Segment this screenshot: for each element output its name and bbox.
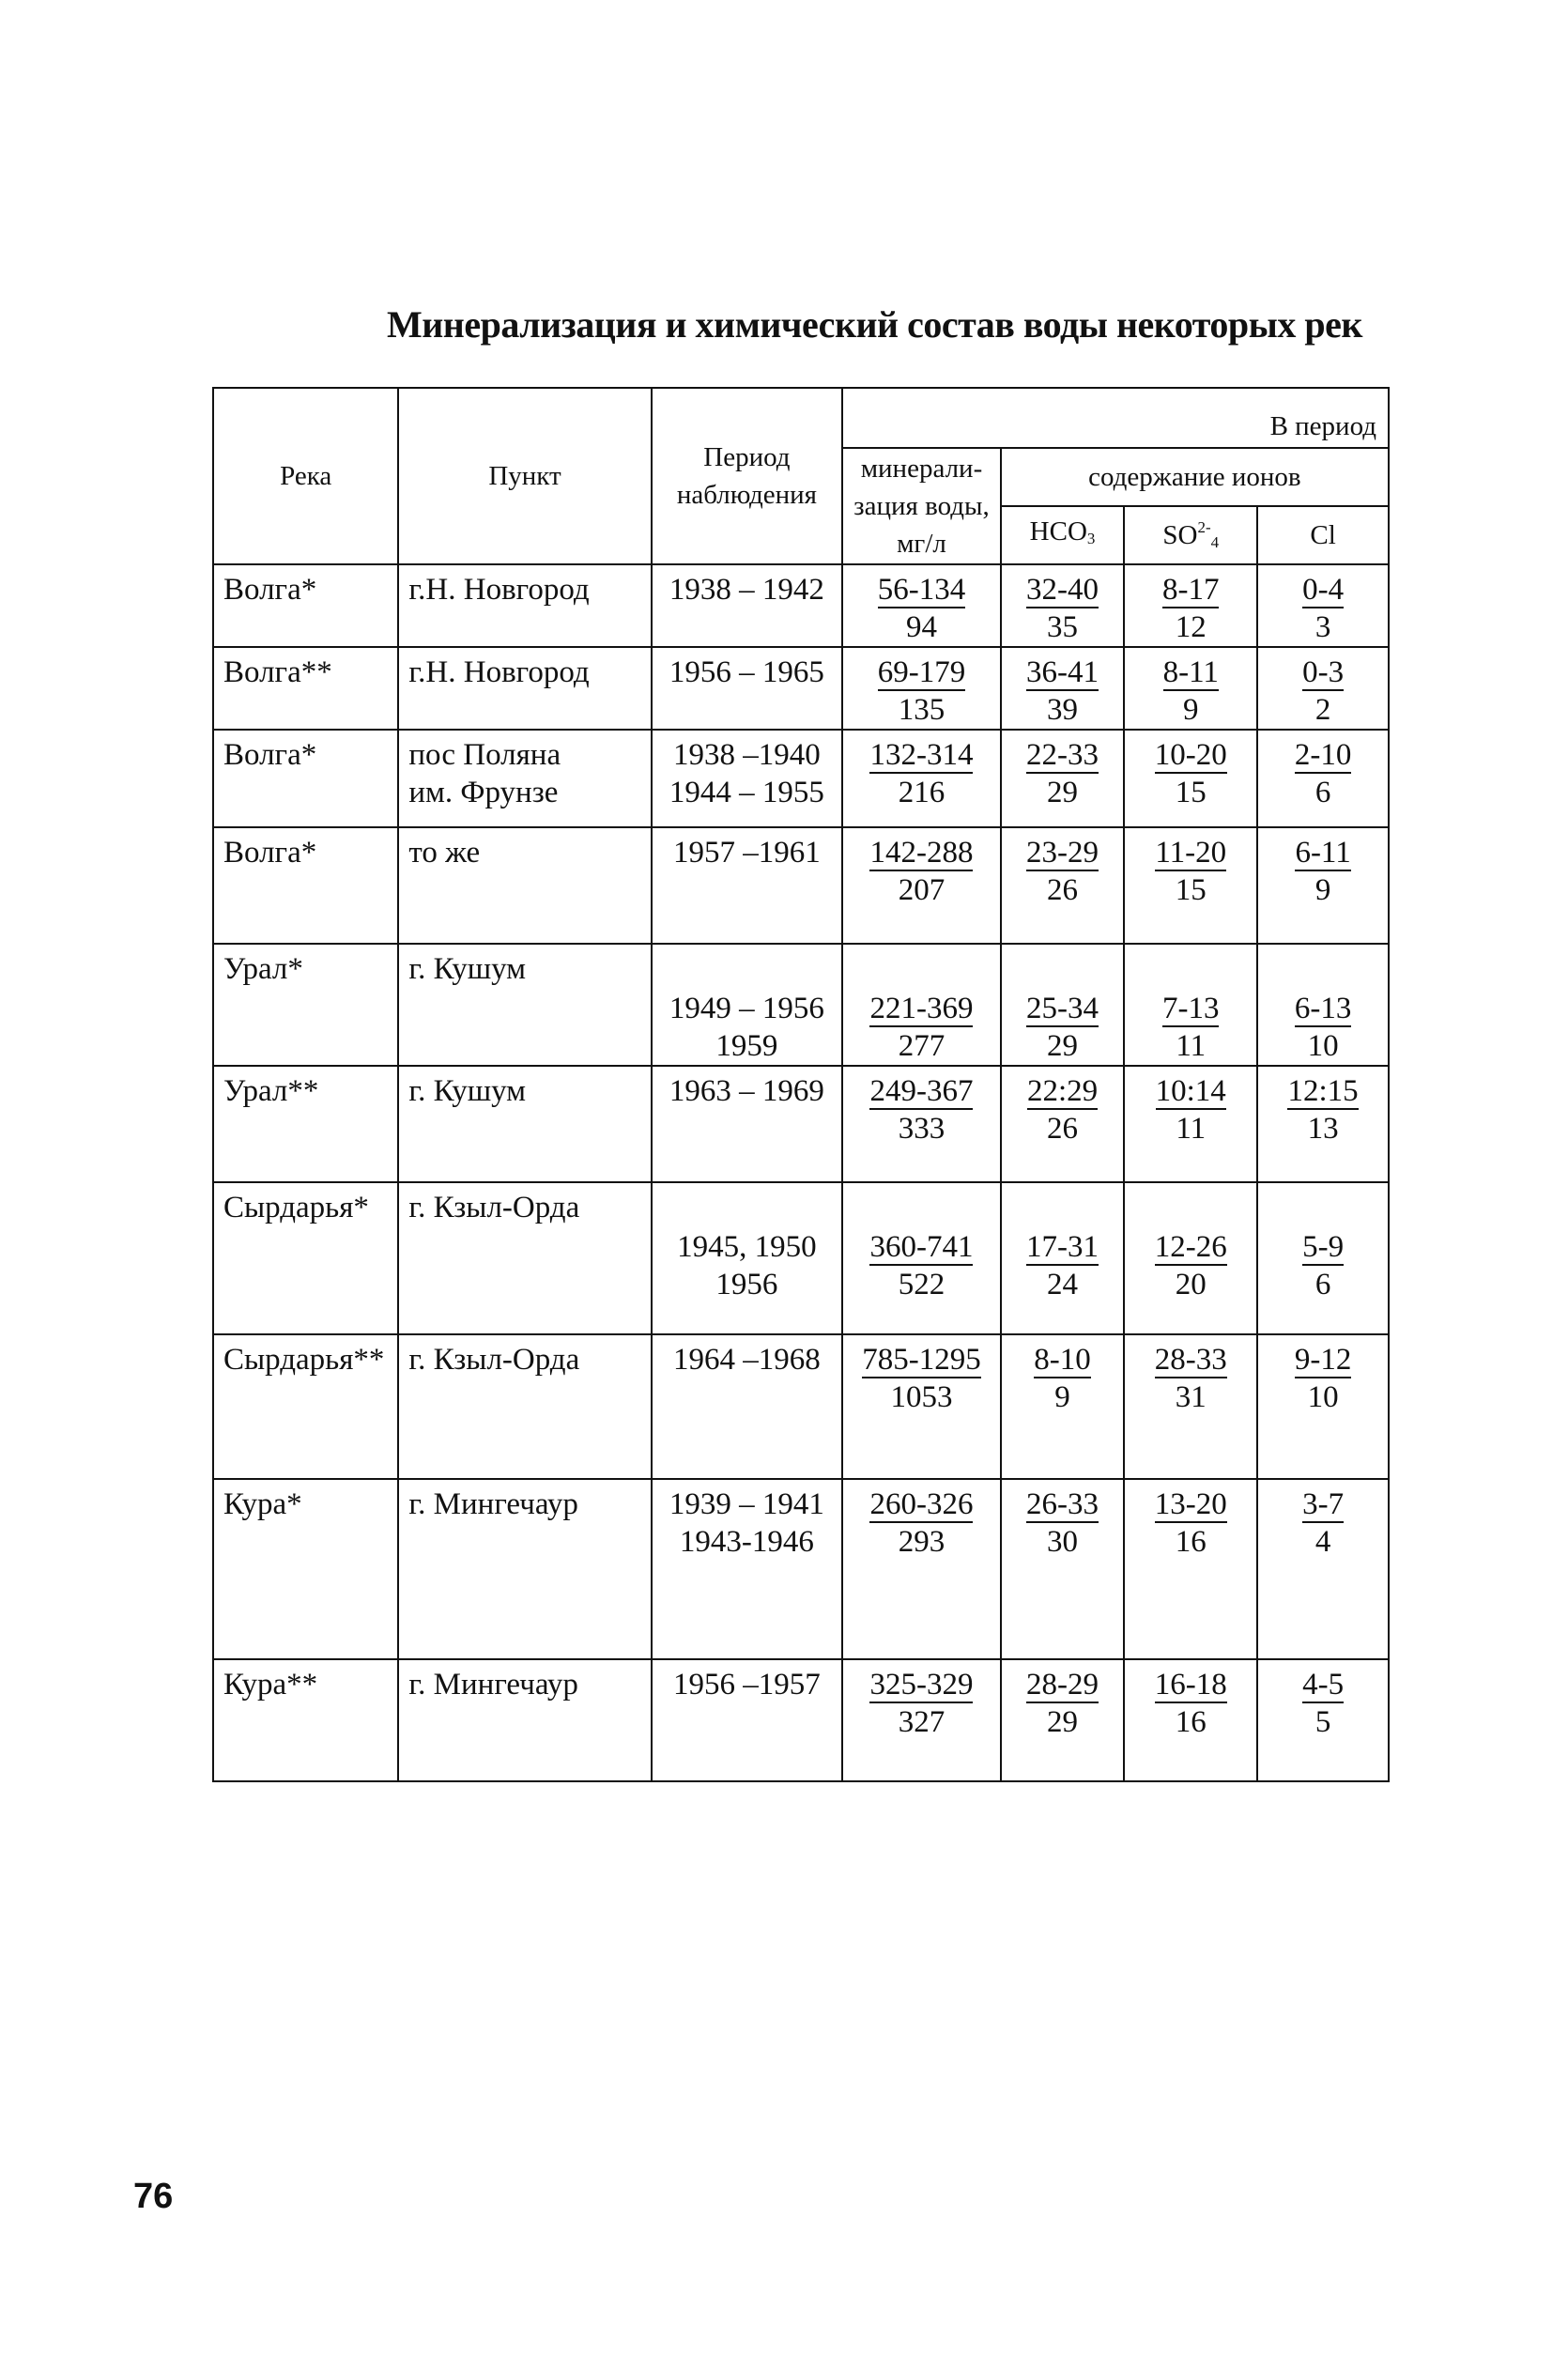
table-row [213,944,1389,1066]
cl-cell [1257,1659,1389,1781]
observation-period: 1938 – 1942 [652,564,843,647]
observation-period: 1939 – 1941 1943-1946 [652,1479,843,1659]
so4-cell-average: 15 [1175,873,1207,907]
so4-cell [1124,827,1257,944]
so4-cell [1124,1334,1257,1479]
hco3-cell-range: 26-33 [1026,1487,1099,1521]
so4-cell [1124,944,1257,1066]
mineralization-cell-range: 249-367 [869,1074,974,1108]
mineralization-cell [842,1659,1001,1781]
table-body [213,564,1389,1781]
cl-cell-average: 2 [1314,693,1331,727]
hco3-cell-average: 29 [1047,1029,1079,1063]
hco3-cell-range: 25-34 [1026,992,1099,1025]
mineralization-cell-average: 277 [898,1029,945,1063]
cl-cell-range: 2-10 [1294,738,1352,772]
cl-cell [1257,647,1389,730]
so4-cell-average: 12 [1175,610,1207,644]
river-name: Сырдарья** [213,1334,398,1479]
mineralization-cell-average: 327 [898,1705,945,1739]
hco3-cell [1001,1182,1125,1334]
mineralization-cell [842,1334,1001,1479]
river-name: Сырдарья* [213,1182,398,1334]
table-row [213,1479,1389,1659]
observation-point: то же [398,827,651,944]
table-row [213,1334,1389,1479]
river-name: Кура** [213,1659,398,1781]
cl-cell [1257,564,1389,647]
river-name: Волга** [213,647,398,730]
hco3-cell-average: 26 [1047,873,1079,907]
observation-point: г.Н. Новгород [398,647,651,730]
mineralization-cell [842,1182,1001,1334]
mineralization-cell-average: 135 [898,693,945,727]
table-row [213,730,1389,827]
mineralization-cell [842,827,1001,944]
so4-cell-average: 11 [1176,1112,1207,1146]
cl-cell-average: 10 [1307,1380,1339,1414]
mineralization-cell-average: 94 [905,610,937,644]
mineralization-cell-range: 132-314 [869,738,974,772]
header-hco3: HCO3 [1001,506,1125,564]
so4-cell [1124,1659,1257,1781]
header-place: Пункт [398,388,651,564]
hco3-cell [1001,1066,1125,1182]
mineralization-cell-range: 260-326 [869,1487,974,1521]
cl-cell-average: 4 [1314,1525,1331,1559]
mineralization-cell-range: 69-179 [877,655,966,689]
observation-point: г. Кзыл-Орда [398,1334,651,1479]
hco3-cell-average: 26 [1047,1112,1079,1146]
so4-cell-average: 15 [1175,776,1207,809]
mineralization-cell [842,730,1001,827]
so4-cell [1124,1066,1257,1182]
cl-cell [1257,827,1389,944]
cl-cell-range: 6-13 [1294,992,1352,1025]
river-name: Урал* [213,944,398,1066]
header-in-period: В период [842,388,1389,448]
mineralization-cell-average: 522 [898,1268,945,1301]
hco3-cell-range: 22-33 [1026,738,1099,772]
so4-cell-average: 31 [1175,1380,1207,1414]
mineralization-cell-average: 333 [898,1112,945,1146]
cl-cell-average: 3 [1314,610,1331,644]
observation-period: 1938 –1940 1944 – 1955 [652,730,843,827]
hco3-cell-range: 17-31 [1026,1230,1099,1264]
hco3-cell [1001,944,1125,1066]
header-cl: Cl [1257,506,1389,564]
cl-cell-range: 3-7 [1302,1487,1345,1521]
so4-cell [1124,647,1257,730]
so4-cell [1124,564,1257,647]
cl-cell-range: 9-12 [1294,1343,1352,1377]
cl-cell-average: 6 [1314,1268,1331,1301]
header-river: Река [213,388,398,564]
so4-cell-range: 8-11 [1162,655,1219,689]
cl-cell-range: 12:15 [1287,1074,1359,1108]
hco3-cell-range: 23-29 [1026,836,1099,870]
hco3-cell [1001,647,1125,730]
so4-cell-range: 13-20 [1154,1487,1227,1521]
mineralization-cell-average: 293 [898,1525,945,1559]
hco3-cell-range: 36-41 [1026,655,1099,689]
cl-cell-average: 9 [1314,873,1331,907]
so4-cell-average: 16 [1175,1525,1207,1559]
mineralization-cell-range: 785-1295 [862,1343,981,1377]
table-row [213,1659,1389,1781]
hco3-cell-average: 29 [1047,776,1079,809]
hco3-cell-average: 30 [1047,1525,1079,1559]
so4-cell-range: 10-20 [1154,738,1227,772]
cl-cell-average: 6 [1314,776,1331,809]
hco3-cell [1001,1479,1125,1659]
hco3-cell-average: 9 [1054,1380,1070,1414]
mineralization-cell-range: 56-134 [877,573,966,607]
so4-cell-average: 11 [1176,1029,1207,1063]
cl-cell-range: 5-9 [1302,1230,1345,1264]
mineralization-cell-range: 360-741 [869,1230,974,1264]
so4-cell-range: 12-26 [1154,1230,1227,1264]
observation-point: г. Кзыл-Орда [398,1182,651,1334]
page-number: 76 [133,2177,174,2216]
so4-cell-range: 28-33 [1154,1343,1227,1377]
hco3-cell [1001,827,1125,944]
table-row [213,1066,1389,1182]
hco3-cell-average: 39 [1047,693,1079,727]
table-row [213,827,1389,944]
observation-period: 1957 –1961 [652,827,843,944]
so4-cell-range: 8-17 [1161,573,1220,607]
hco3-cell [1001,1334,1125,1479]
observation-point: г. Мингечаур [398,1659,651,1781]
hco3-cell-average: 24 [1047,1268,1079,1301]
observation-point: г. Мингечаур [398,1479,651,1659]
mineralization-cell [842,1479,1001,1659]
observation-point: пос Поляна им. Фрунзе [398,730,651,827]
so4-cell-average: 9 [1182,693,1199,727]
so4-cell-average: 16 [1175,1705,1207,1739]
hco3-cell-average: 35 [1047,610,1079,644]
hco3-cell [1001,1659,1125,1781]
mineralization-cell [842,1066,1001,1182]
hco3-cell-range: 22:29 [1026,1074,1099,1108]
river-chemistry-table [212,387,1390,1782]
river-name: Волга* [213,564,398,647]
page-title: Минерализация и химический состав воды некоторых рек [387,303,1362,346]
mineralization-cell-range: 142-288 [869,836,974,870]
mineralization-cell-average: 1053 [890,1380,953,1414]
cl-cell [1257,730,1389,827]
table-row [213,647,1389,730]
so4-cell-range: 10:14 [1155,1074,1226,1108]
header-row-1 [213,388,1389,448]
observation-period: 1956 – 1965 [652,647,843,730]
cl-cell-range: 0-4 [1302,573,1345,607]
table-row [213,564,1389,647]
so4-cell [1124,1182,1257,1334]
cl-cell-average: 13 [1307,1112,1339,1146]
so4-cell [1124,730,1257,827]
so4-cell [1124,1479,1257,1659]
cl-cell [1257,944,1389,1066]
cl-cell-average: 10 [1307,1029,1339,1063]
mineralization-cell-average: 207 [898,873,945,907]
cl-cell-range: 4-5 [1302,1668,1345,1702]
header-so4: $SO^{2-}4$ [1124,506,1257,564]
cl-cell [1257,1334,1389,1479]
table-row [213,1182,1389,1334]
river-name: Волга* [213,827,398,944]
mineralization-cell-range: 325-329 [869,1668,974,1702]
river-name: Кура* [213,1479,398,1659]
hco3-cell [1001,730,1125,827]
observation-point: г. Кушум [398,944,651,1066]
observation-period: 1963 – 1969 [652,1066,843,1182]
hco3-cell-range: 8-10 [1034,1343,1091,1377]
mineralization-cell-average: 216 [898,776,945,809]
observation-period: 1949 – 1956 1959 [652,944,843,1066]
so4-cell-range: 7-13 [1161,992,1220,1025]
cl-cell [1257,1479,1389,1659]
observation-period: 1964 –1968 [652,1334,843,1479]
cl-cell [1257,1182,1389,1334]
cl-cell [1257,1066,1389,1182]
header-period: Период наблюдения [652,388,843,564]
cl-cell-range: 6-11 [1295,836,1351,870]
observation-point: г. Кушум [398,1066,651,1182]
so4-cell-range: 16-18 [1154,1668,1227,1702]
mineralization-cell [842,944,1001,1066]
mineralization-cell [842,647,1001,730]
hco3-cell-average: 29 [1047,1705,1079,1739]
mineralization-cell-range: 221-369 [869,992,974,1025]
mineralization-cell [842,564,1001,647]
so4-cell-average: 20 [1175,1268,1207,1301]
header-ion-content: содержание ионов [1001,448,1389,506]
cl-cell-range: 0-3 [1302,655,1345,689]
hco3-cell [1001,564,1125,647]
hco3-cell-range: 28-29 [1026,1668,1099,1702]
cl-cell-average: 5 [1314,1705,1331,1739]
so4-cell-range: 11-20 [1155,836,1227,870]
hco3-cell-range: 32-40 [1026,573,1099,607]
river-name: Урал** [213,1066,398,1182]
observation-period: 1956 –1957 [652,1659,843,1781]
observation-point: г.Н. Новгород [398,564,651,647]
river-name: Волга* [213,730,398,827]
observation-period: 1945, 1950 1956 [652,1182,843,1334]
header-mineralization: минерали- зация воды, мг/л [842,448,1001,564]
